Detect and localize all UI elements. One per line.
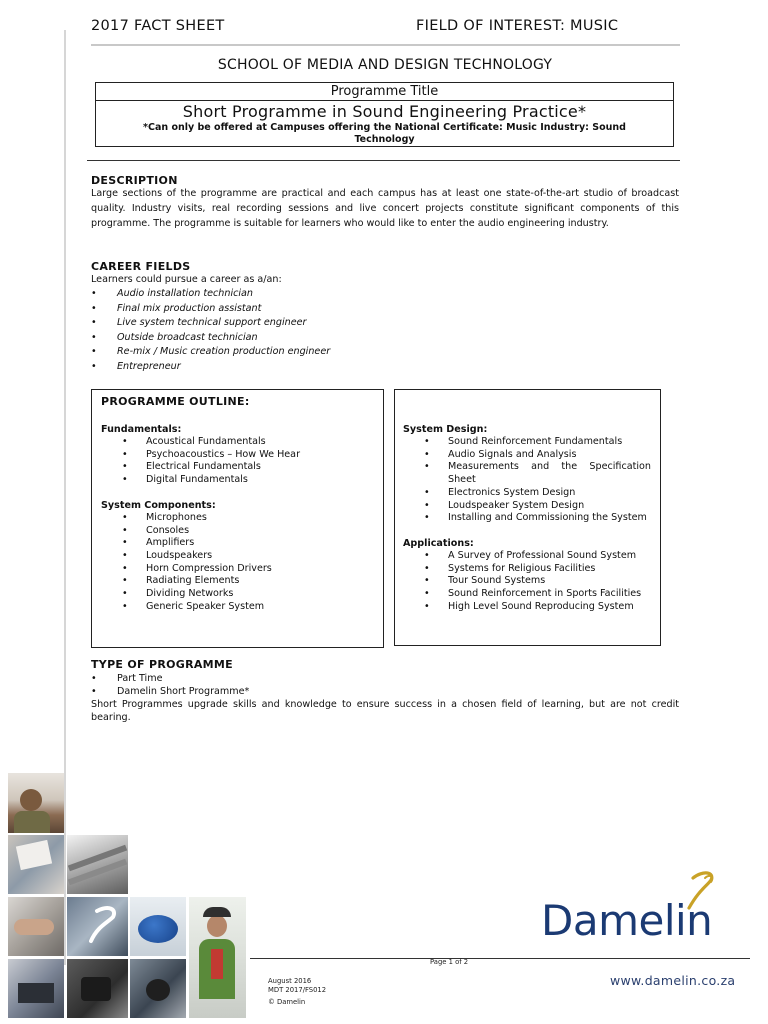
equipment-photo (67, 959, 128, 1018)
logo-tile (67, 897, 128, 956)
list-item: • Sound Reinforcement Fundamentals (403, 436, 651, 449)
components-list (101, 512, 376, 614)
list-item: • Audio installation technician (91, 287, 679, 302)
type-list (91, 672, 679, 698)
laptop-photo (8, 959, 64, 1018)
list-item: • Psychoacoustics – How We Hear (101, 449, 376, 462)
list-item: • Sound Reinforcement in Sports Facilities (403, 588, 651, 601)
website-link[interactable]: www.damelin.co.za (610, 973, 736, 988)
fabric-photo (67, 835, 128, 894)
type-section (91, 658, 679, 724)
list-item: • Damelin Short Programme* (91, 685, 679, 698)
programme-note: *Can only be offered at Campuses offering the National Certificate: Music Industry: Sound Technology (143, 122, 626, 145)
margin-line (64, 30, 66, 965)
list-item: • Loudspeakers (101, 550, 376, 563)
school-name: SCHOOL OF MEDIA AND DESIGN TECHNOLOGY (217, 57, 553, 73)
career-list (91, 287, 679, 375)
outline-left-box (91, 389, 384, 648)
list-item: • Measurements and the Specification Sheet (403, 461, 651, 486)
damelin-logo (541, 868, 741, 950)
list-item: • Radiating Elements (101, 575, 376, 588)
musician-photo (189, 897, 246, 1018)
list-item: • Acoustical Fundamentals (101, 436, 376, 449)
components-heading: System Components: (101, 499, 216, 511)
list-item: • High Level Sound Reproducing System (403, 601, 651, 614)
list-item: • Digital Fundamentals (101, 474, 376, 487)
page-number: Page 1 of 2 (430, 958, 469, 966)
hands-photo (8, 897, 64, 956)
pincushion-photo (130, 897, 186, 956)
list-item: • Outside broadcast technician (91, 331, 679, 346)
list-item: • Live system technical support engineer (91, 316, 679, 331)
outline-heading: PROGRAMME OUTLINE: (101, 395, 250, 408)
programme-title-box (95, 82, 674, 147)
footer-copyright: © Damelin (268, 998, 306, 1006)
description-section (91, 174, 679, 231)
list-item: • Final mix production assistant (91, 302, 679, 317)
programme-title: Short Programme in Sound Engineering Practice* (182, 102, 587, 121)
list-item: • Electrical Fundamentals (101, 461, 376, 474)
list-item: • Microphones (101, 512, 376, 525)
type-text: Short Programmes upgrade skills and knowledge to ensure success in a chosen field of learning, but are not credit bearing. (91, 699, 679, 723)
list-item: • Loudspeaker System Design (403, 500, 651, 513)
career-section (91, 260, 679, 375)
applications-list (403, 550, 651, 614)
camera-photo (130, 959, 186, 1018)
title-rule (87, 160, 680, 161)
footer-code: MDT 2017/FS012 (268, 986, 327, 994)
programme-title-label: Programme Title (96, 83, 673, 101)
fact-sheet-label: 2017 FACT SHEET (91, 18, 225, 34)
fundamentals-heading: Fundamentals: (101, 424, 182, 435)
system-design-list (403, 436, 651, 525)
applications-heading: Applications: (403, 537, 474, 549)
description-text: Large sections of the programme are practical and each campus has at least one state-of-the-art studio of broadcast quality. Industry visits, real recording sessions and live concert projects constitute significant components of this programme. The programme is suitable for learners who would like to enter the audio engineering industry. (91, 188, 679, 229)
career-heading: CAREER FIELDS (91, 260, 191, 273)
header-rule (91, 44, 680, 46)
description-heading: DESCRIPTION (91, 174, 178, 187)
list-item: • Horn Compression Drivers (101, 563, 376, 576)
field-of-interest-label: FIELD OF INTEREST: MUSIC (416, 18, 619, 34)
outline-right-box (394, 389, 661, 646)
swoosh-icon (67, 897, 128, 956)
student-photo (8, 773, 64, 833)
brand-name: Damelin (541, 896, 713, 945)
footer-date: August 2016 (268, 977, 312, 985)
list-item: • Part Time (91, 672, 679, 685)
list-item: • Audio Signals and Analysis (403, 449, 651, 462)
list-item: • Installing and Commissioning the System (403, 512, 651, 525)
list-item: • Re-mix / Music creation production engineer (91, 345, 679, 360)
type-heading: TYPE OF PROGRAMME (91, 658, 233, 671)
desk-photo (8, 835, 64, 894)
list-item: • Systems for Religious Facilities (403, 563, 651, 576)
list-item: • Generic Speaker System (101, 601, 376, 614)
list-item: • A Survey of Professional Sound System (403, 550, 651, 563)
list-item: • Tour Sound Systems (403, 575, 651, 588)
career-intro: Learners could pursue a career as a/an: (91, 274, 282, 285)
fundamentals-list (101, 436, 376, 487)
list-item: • Electronics System Design (403, 487, 651, 500)
list-item: • Dividing Networks (101, 588, 376, 601)
system-design-heading: System Design: (403, 424, 488, 435)
list-item: • Amplifiers (101, 537, 376, 550)
list-item: • Consoles (101, 525, 376, 538)
footer-rule (250, 958, 750, 959)
list-item: • Entrepreneur (91, 360, 679, 375)
